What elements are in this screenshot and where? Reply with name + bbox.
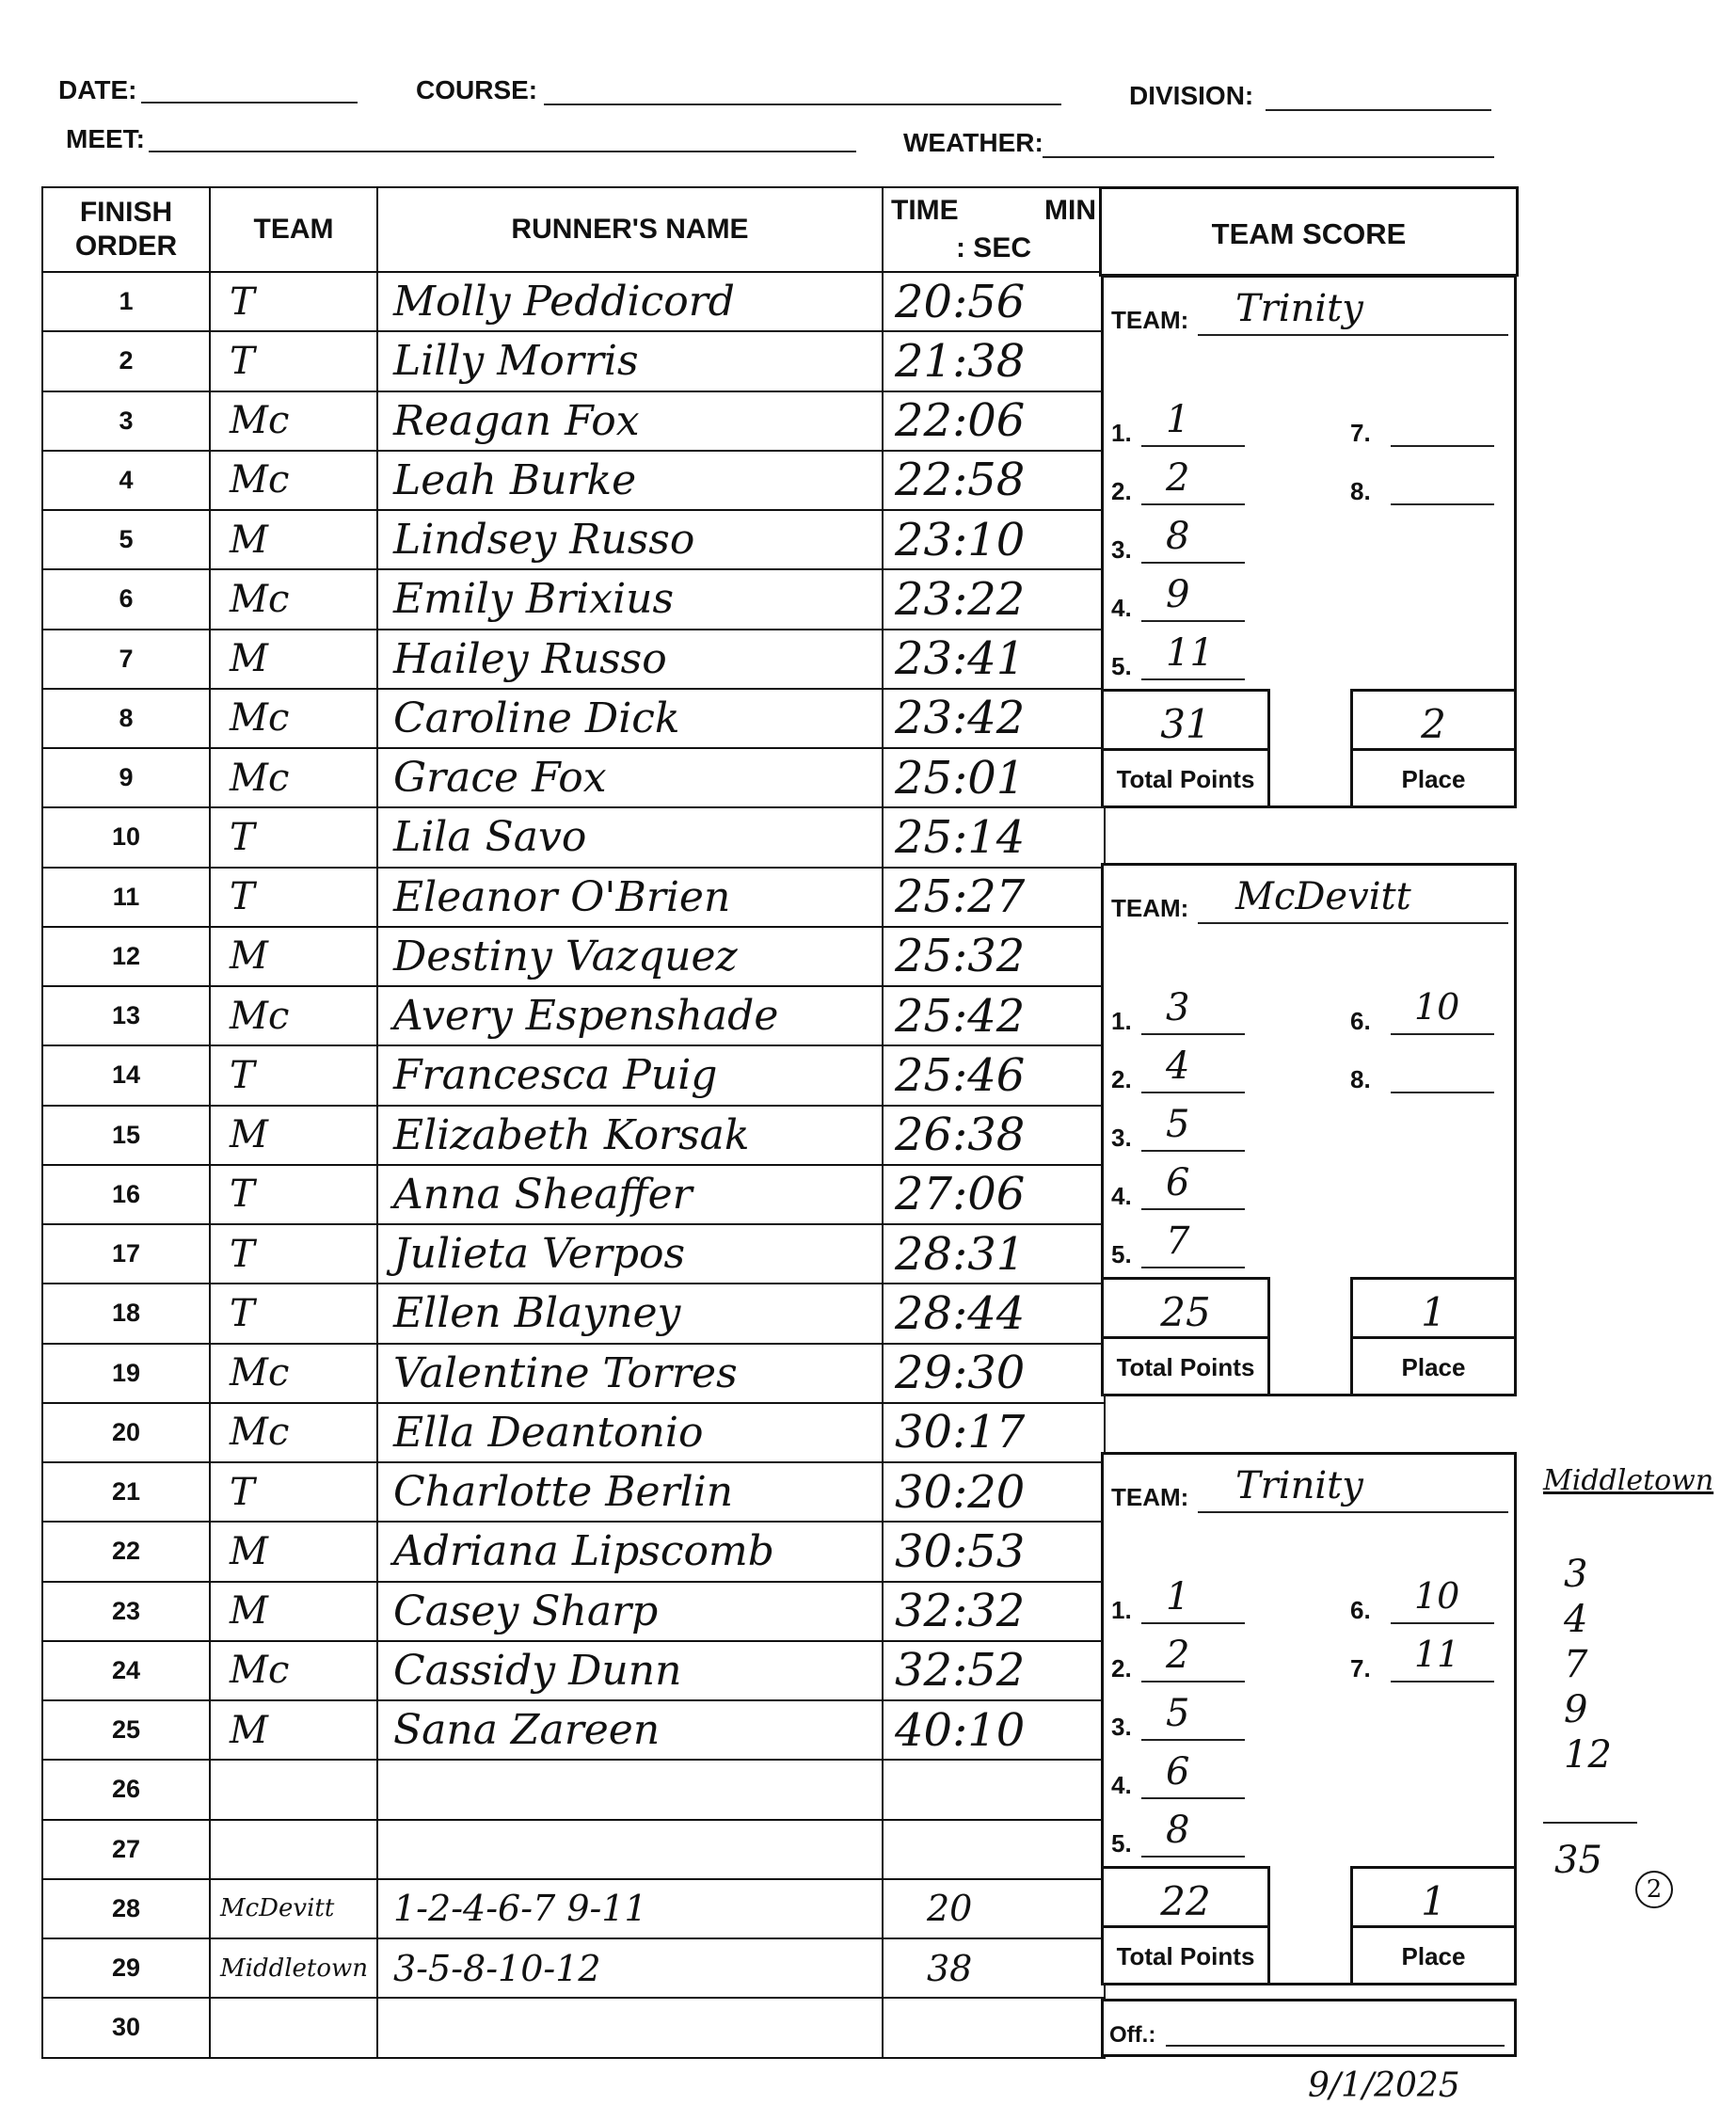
- margin-note-sum: 35: [1554, 1839, 1602, 1882]
- team-cell[interactable]: Mc: [210, 391, 377, 451]
- place-value[interactable]: 5: [1166, 1103, 1190, 1146]
- extra-place-number: 6.: [1350, 1596, 1371, 1624]
- team-line[interactable]: [1198, 922, 1508, 924]
- time-cell[interactable]: 25:01: [883, 748, 1105, 807]
- place-value[interactable]: 9: [1166, 573, 1190, 616]
- table-row: [42, 868, 1105, 927]
- runner-name-cell[interactable]: Charlotte Berlin: [377, 1462, 883, 1522]
- time-cell[interactable]: 25:46: [883, 1045, 1105, 1105]
- finish-order-cell: 13: [42, 986, 210, 1045]
- time-cell[interactable]: 32:52: [883, 1641, 1105, 1700]
- table-row: [42, 748, 1105, 807]
- place-value[interactable]: 4: [1166, 1045, 1190, 1088]
- time-cell[interactable]: [883, 1820, 1105, 1879]
- margin-note-value: 9: [1564, 1688, 1588, 1731]
- extra-place-number: 8.: [1350, 477, 1371, 505]
- runner-name-cell[interactable]: 1-2-4-6-7 9-11: [377, 1879, 883, 1938]
- finish-order-cell: 15: [42, 1106, 210, 1165]
- finish-order-cell: 30: [42, 1998, 210, 2057]
- place-box: [1350, 689, 1517, 808]
- official-label: Off.:: [1109, 2022, 1156, 2048]
- place-number: 2.: [1111, 477, 1132, 505]
- score-block: [1101, 863, 1517, 1396]
- team-cell[interactable]: [210, 1760, 377, 1819]
- table-row: [42, 1284, 1105, 1343]
- place-result-value[interactable]: 1: [1421, 1878, 1446, 1924]
- time-cell[interactable]: [883, 1998, 1105, 2057]
- results-table: [41, 186, 1106, 2059]
- finish-order-cell: 10: [42, 807, 210, 867]
- finish-order-cell: 4: [42, 451, 210, 510]
- place-result-value[interactable]: 2: [1421, 701, 1446, 747]
- finish-order-cell: 28: [42, 1879, 210, 1938]
- finish-order-cell: 11: [42, 868, 210, 927]
- team-cell[interactable]: [210, 1998, 377, 2057]
- total-points-value[interactable]: 22: [1160, 1878, 1211, 1924]
- time-cell[interactable]: 27:06: [883, 1165, 1105, 1224]
- runner-name-cell[interactable]: Reagan Fox: [377, 391, 883, 451]
- runner-name-cell[interactable]: Ella Deantonio: [377, 1403, 883, 1462]
- team-cell[interactable]: M: [210, 1700, 377, 1760]
- place-value[interactable]: 8: [1166, 515, 1190, 558]
- team-label: TEAM:: [1111, 894, 1189, 922]
- time-cell[interactable]: 23:22: [883, 569, 1105, 629]
- extra-place-value[interactable]: 11: [1414, 1634, 1460, 1675]
- table-row: [42, 1760, 1105, 1819]
- team-cell[interactable]: M: [210, 1582, 377, 1641]
- team-cell[interactable]: Mc: [210, 748, 377, 807]
- time-cell[interactable]: 40:10: [883, 1700, 1105, 1760]
- weather-label: WEATHER:: [903, 128, 1043, 157]
- extra-place-line[interactable]: [1391, 1033, 1494, 1035]
- time-cell[interactable]: 20: [883, 1879, 1105, 1938]
- extra-place-value[interactable]: 10: [1414, 986, 1460, 1028]
- runner-name-cell[interactable]: [377, 1998, 883, 2057]
- place-number: 4.: [1111, 594, 1132, 622]
- team-score-header-label: TEAM SCORE: [1211, 217, 1407, 250]
- finish-order-cell: 22: [42, 1522, 210, 1581]
- place-number: 5.: [1111, 652, 1132, 680]
- place-number: 1.: [1111, 1596, 1132, 1624]
- table-row: [42, 807, 1105, 867]
- place-value[interactable]: 8: [1166, 1809, 1190, 1852]
- time-header-time: TIME: [891, 195, 959, 226]
- runner-name-cell[interactable]: Grace Fox: [377, 748, 883, 807]
- time-cell[interactable]: 26:38: [883, 1106, 1105, 1165]
- table-row: [42, 689, 1105, 748]
- time-header-sec: : SEC: [955, 232, 1031, 263]
- total-divider: [1104, 1336, 1267, 1339]
- score-block: [1101, 1452, 1517, 1985]
- place-line[interactable]: [1141, 678, 1245, 680]
- place-value[interactable]: 5: [1166, 1692, 1190, 1735]
- place-box: [1350, 1866, 1517, 1985]
- time-cell[interactable]: 30:20: [883, 1462, 1105, 1522]
- runner-name-cell[interactable]: Francesca Puig: [377, 1045, 883, 1105]
- table-row: [42, 986, 1105, 1045]
- extra-place-number: 8.: [1350, 1065, 1371, 1093]
- time-cell[interactable]: 22:58: [883, 451, 1105, 510]
- place-value[interactable]: 3: [1166, 986, 1190, 1029]
- margin-note-value: 3: [1564, 1553, 1588, 1596]
- place-value[interactable]: 7: [1166, 1220, 1190, 1263]
- time-cell[interactable]: 32:32: [883, 1582, 1105, 1641]
- division-label: DIVISION:: [1129, 81, 1254, 110]
- runner-name-cell[interactable]: Emily Brixius: [377, 569, 883, 629]
- table-row: [42, 927, 1105, 986]
- footer-date: 9/1/2025: [1308, 2066, 1460, 2105]
- place-line[interactable]: [1141, 1092, 1245, 1093]
- time-cell[interactable]: 29:30: [883, 1344, 1105, 1403]
- place-line[interactable]: [1141, 562, 1245, 564]
- extra-place-number: 6.: [1350, 1007, 1371, 1035]
- table-row: [42, 451, 1105, 510]
- team-name[interactable]: Trinity: [1235, 287, 1363, 330]
- total-points-label: Total Points: [1116, 765, 1255, 793]
- team-cell[interactable]: T: [210, 1045, 377, 1105]
- place-result-value[interactable]: 1: [1421, 1289, 1446, 1335]
- total-divider: [1104, 748, 1267, 751]
- time-cell[interactable]: 30:17: [883, 1403, 1105, 1462]
- table-row: [42, 1582, 1105, 1641]
- runner-name-cell[interactable]: Leah Burke: [377, 451, 883, 510]
- table-row: [42, 1106, 1105, 1165]
- table-row: [42, 1224, 1105, 1284]
- finish-order-cell: 19: [42, 1344, 210, 1403]
- finish-order-cell: 6: [42, 569, 210, 629]
- place-divider: [1353, 1336, 1514, 1339]
- finish-order-cell: 8: [42, 689, 210, 748]
- place-line[interactable]: [1141, 1681, 1245, 1682]
- team-cell[interactable]: Middletown: [210, 1938, 377, 1998]
- time-cell[interactable]: 25:42: [883, 986, 1105, 1045]
- runner-name-cell[interactable]: Hailey Russo: [377, 630, 883, 689]
- finish-order-header-line2: ORDER: [74, 231, 178, 262]
- runner-name-cell[interactable]: 3-5-8-10-12: [377, 1938, 883, 1998]
- total-points-box: [1101, 689, 1270, 808]
- runner-name-header: RUNNER'S NAME: [377, 187, 883, 272]
- table-row: [42, 1998, 1105, 2057]
- finish-order-cell: 14: [42, 1045, 210, 1105]
- finish-order-cell: 18: [42, 1284, 210, 1343]
- team-cell[interactable]: Mc: [210, 689, 377, 748]
- place-line[interactable]: [1141, 1150, 1245, 1152]
- team-cell[interactable]: T: [210, 1165, 377, 1224]
- time-cell[interactable]: 23:41: [883, 630, 1105, 689]
- place-line[interactable]: [1141, 445, 1245, 447]
- place-line[interactable]: [1141, 1033, 1245, 1035]
- time-cell[interactable]: 30:53: [883, 1522, 1105, 1581]
- table-row: [42, 1165, 1105, 1224]
- team-cell[interactable]: Mc: [210, 986, 377, 1045]
- meet-line[interactable]: [149, 151, 856, 152]
- place-value[interactable]: 2: [1166, 456, 1190, 500]
- total-points-value[interactable]: 25: [1160, 1289, 1211, 1335]
- total-points-box: [1101, 1277, 1270, 1396]
- team-cell[interactable]: M: [210, 1522, 377, 1581]
- place-value[interactable]: 2: [1166, 1634, 1190, 1677]
- runner-name-cell[interactable]: Elizabeth Korsak: [377, 1106, 883, 1165]
- table-row: [42, 1344, 1105, 1403]
- table-row: [42, 1462, 1105, 1522]
- place-line[interactable]: [1141, 1739, 1245, 1741]
- time-cell[interactable]: [883, 1760, 1105, 1819]
- finish-order-cell: 25: [42, 1700, 210, 1760]
- team-cell[interactable]: McDevitt: [210, 1879, 377, 1938]
- finish-order-cell: 2: [42, 331, 210, 391]
- place-label: Place: [1401, 765, 1466, 793]
- table-row: [42, 272, 1105, 331]
- margin-note-value: 12: [1564, 1733, 1612, 1777]
- table-row: [42, 510, 1105, 569]
- table-row: [42, 1403, 1105, 1462]
- place-line[interactable]: [1141, 1267, 1245, 1268]
- runner-name-cell[interactable]: [377, 1820, 883, 1879]
- meet-label: MEET:: [66, 124, 145, 153]
- extra-place-line[interactable]: [1391, 1622, 1494, 1624]
- table-row: [42, 1522, 1105, 1581]
- team-cell[interactable]: T: [210, 331, 377, 391]
- place-number: 5.: [1111, 1240, 1132, 1268]
- place-number: 3.: [1111, 535, 1132, 564]
- finish-order-cell: 20: [42, 1403, 210, 1462]
- table-row: [42, 1700, 1105, 1760]
- team-cell[interactable]: Mc: [210, 1344, 377, 1403]
- runner-name-cell[interactable]: [377, 1760, 883, 1819]
- team-label: TEAM:: [1111, 306, 1189, 334]
- place-value[interactable]: 1: [1166, 1575, 1190, 1619]
- finish-order-cell: 1: [42, 272, 210, 331]
- runner-name-cell[interactable]: Anna Sheaffer: [377, 1165, 883, 1224]
- place-value[interactable]: 11: [1166, 631, 1214, 675]
- runner-name-cell[interactable]: Lilly Morris: [377, 331, 883, 391]
- team-cell[interactable]: T: [210, 272, 377, 331]
- table-row: [42, 391, 1105, 451]
- place-number: 4.: [1111, 1771, 1132, 1799]
- margin-note-title: Middletown: [1543, 1464, 1714, 1497]
- place-divider: [1353, 1925, 1514, 1928]
- place-label: Place: [1401, 1353, 1466, 1381]
- finish-order-cell: 21: [42, 1462, 210, 1522]
- team-cell[interactable]: M: [210, 510, 377, 569]
- team-name[interactable]: Trinity: [1235, 1464, 1363, 1507]
- runner-name-cell[interactable]: Eleanor O'Brien: [377, 868, 883, 927]
- place-number: 5.: [1111, 1829, 1132, 1858]
- total-divider: [1104, 1925, 1267, 1928]
- finish-order-cell: 9: [42, 748, 210, 807]
- finish-order-cell: 26: [42, 1760, 210, 1819]
- finish-order-cell: 12: [42, 927, 210, 986]
- time-header: [883, 187, 1105, 272]
- runner-name-cell[interactable]: Ellen Blayney: [377, 1284, 883, 1343]
- finish-order-header-line1: FINISH: [79, 197, 173, 228]
- place-number: 1.: [1111, 419, 1132, 447]
- place-number: 2.: [1111, 1654, 1132, 1682]
- finish-order-cell: 23: [42, 1582, 210, 1641]
- runner-name-cell[interactable]: Avery Espenshade: [377, 986, 883, 1045]
- runner-name-cell[interactable]: Cassidy Dunn: [377, 1641, 883, 1700]
- results-body: [42, 272, 1105, 2058]
- finish-order-cell: 27: [42, 1820, 210, 1879]
- extra-place-value[interactable]: 10: [1414, 1575, 1460, 1617]
- team-cell[interactable]: M: [210, 1106, 377, 1165]
- time-cell[interactable]: 20:56: [883, 272, 1105, 331]
- team-cell[interactable]: M: [210, 630, 377, 689]
- margin-note-sum-line: [1543, 1822, 1637, 1824]
- score-block: [1101, 275, 1517, 808]
- table-row: [42, 569, 1105, 629]
- place-line[interactable]: [1141, 1797, 1245, 1799]
- margin-note-value: 4: [1564, 1598, 1588, 1641]
- place-line[interactable]: [1141, 1208, 1245, 1210]
- place-line[interactable]: [1141, 620, 1245, 622]
- team-line[interactable]: [1198, 334, 1508, 336]
- total-points-box: [1101, 1866, 1270, 1985]
- runner-name-cell[interactable]: Caroline Dick: [377, 689, 883, 748]
- place-number: 2.: [1111, 1065, 1132, 1093]
- margin-note-value: 7: [1564, 1643, 1588, 1686]
- finish-order-cell: 24: [42, 1641, 210, 1700]
- extra-place-line[interactable]: [1391, 445, 1494, 447]
- team-cell[interactable]: T: [210, 807, 377, 867]
- finish-order-cell: 29: [42, 1938, 210, 1998]
- weather-line[interactable]: [1043, 156, 1494, 158]
- time-cell[interactable]: 22:06: [883, 391, 1105, 451]
- table-row: [42, 1879, 1105, 1938]
- place-number: 4.: [1111, 1182, 1132, 1210]
- date-line[interactable]: [141, 102, 358, 104]
- runner-name-cell[interactable]: Sana Zareen: [377, 1700, 883, 1760]
- team-cell[interactable]: T: [210, 1462, 377, 1522]
- team-label: TEAM:: [1111, 1483, 1189, 1511]
- place-box: [1350, 1277, 1517, 1396]
- official-line[interactable]: [1166, 2045, 1505, 2047]
- extra-place-number: 7.: [1350, 1654, 1371, 1682]
- table-row: [42, 1641, 1105, 1700]
- team-cell[interactable]: Mc: [210, 451, 377, 510]
- time-cell[interactable]: 21:38: [883, 331, 1105, 391]
- table-row: [42, 331, 1105, 391]
- team-cell[interactable]: Mc: [210, 1403, 377, 1462]
- margin-note-circled: 2: [1635, 1871, 1673, 1908]
- runner-name-cell[interactable]: Julieta Verpos: [377, 1224, 883, 1284]
- finish-order-header: [42, 187, 210, 272]
- finish-order-cell: 7: [42, 630, 210, 689]
- time-cell[interactable]: 23:42: [883, 689, 1105, 748]
- date-label: DATE:: [58, 75, 137, 104]
- runner-name-cell[interactable]: Lindsey Russo: [377, 510, 883, 569]
- place-line[interactable]: [1141, 1622, 1245, 1624]
- finish-order-cell: 17: [42, 1224, 210, 1284]
- table-row: [42, 1820, 1105, 1879]
- team-cell[interactable]: T: [210, 868, 377, 927]
- time-cell[interactable]: 28:44: [883, 1284, 1105, 1343]
- division-line[interactable]: [1266, 109, 1491, 111]
- time-cell[interactable]: 28:31: [883, 1224, 1105, 1284]
- time-cell[interactable]: 25:32: [883, 927, 1105, 986]
- finish-order-cell: 3: [42, 391, 210, 451]
- team-cell[interactable]: M: [210, 927, 377, 986]
- time-cell[interactable]: 25:14: [883, 807, 1105, 867]
- runner-name-cell[interactable]: Molly Peddicord: [377, 272, 883, 331]
- extra-place-number: 7.: [1350, 419, 1371, 447]
- time-cell[interactable]: 38: [883, 1938, 1105, 1998]
- table-row: [42, 1938, 1105, 1998]
- course-label: COURSE:: [416, 75, 538, 104]
- team-cell[interactable]: Mc: [210, 1641, 377, 1700]
- place-value[interactable]: 6: [1166, 1161, 1190, 1204]
- runner-name-cell[interactable]: Casey Sharp: [377, 1582, 883, 1641]
- official-box: [1101, 1999, 1517, 2057]
- finish-order-cell: 16: [42, 1165, 210, 1224]
- place-divider: [1353, 748, 1514, 751]
- extra-place-line[interactable]: [1391, 1681, 1494, 1682]
- extra-place-line[interactable]: [1391, 503, 1494, 505]
- table-row: [42, 1045, 1105, 1105]
- team-name[interactable]: McDevitt: [1235, 875, 1411, 918]
- runner-name-cell[interactable]: Valentine Torres: [377, 1344, 883, 1403]
- team-cell[interactable]: Mc: [210, 569, 377, 629]
- place-number: 1.: [1111, 1007, 1132, 1035]
- runner-name-cell[interactable]: Destiny Vazquez: [377, 927, 883, 986]
- place-number: 3.: [1111, 1124, 1132, 1152]
- place-number: 3.: [1111, 1713, 1132, 1741]
- team-header: TEAM: [210, 187, 377, 272]
- table-row: [42, 630, 1105, 689]
- team-line[interactable]: [1198, 1511, 1508, 1513]
- extra-place-line[interactable]: [1391, 1092, 1494, 1093]
- place-value[interactable]: 1: [1166, 398, 1190, 441]
- team-cell[interactable]: T: [210, 1224, 377, 1284]
- time-cell[interactable]: 23:10: [883, 510, 1105, 569]
- place-label: Place: [1401, 1942, 1466, 1970]
- total-points-label: Total Points: [1116, 1942, 1255, 1970]
- team-score-header: [1099, 186, 1519, 277]
- team-cell[interactable]: [210, 1820, 377, 1879]
- runner-name-cell[interactable]: Lila Savo: [377, 807, 883, 867]
- runner-name-cell[interactable]: Adriana Lipscomb: [377, 1522, 883, 1581]
- finish-order-cell: 5: [42, 510, 210, 569]
- time-header-min: MIN: [1044, 195, 1096, 226]
- place-value[interactable]: 6: [1166, 1750, 1190, 1794]
- time-cell[interactable]: 25:27: [883, 868, 1105, 927]
- total-points-value[interactable]: 31: [1160, 701, 1211, 747]
- place-line[interactable]: [1141, 1856, 1245, 1858]
- course-line[interactable]: [544, 104, 1061, 105]
- team-cell[interactable]: T: [210, 1284, 377, 1343]
- total-points-label: Total Points: [1116, 1353, 1255, 1381]
- place-line[interactable]: [1141, 503, 1245, 505]
